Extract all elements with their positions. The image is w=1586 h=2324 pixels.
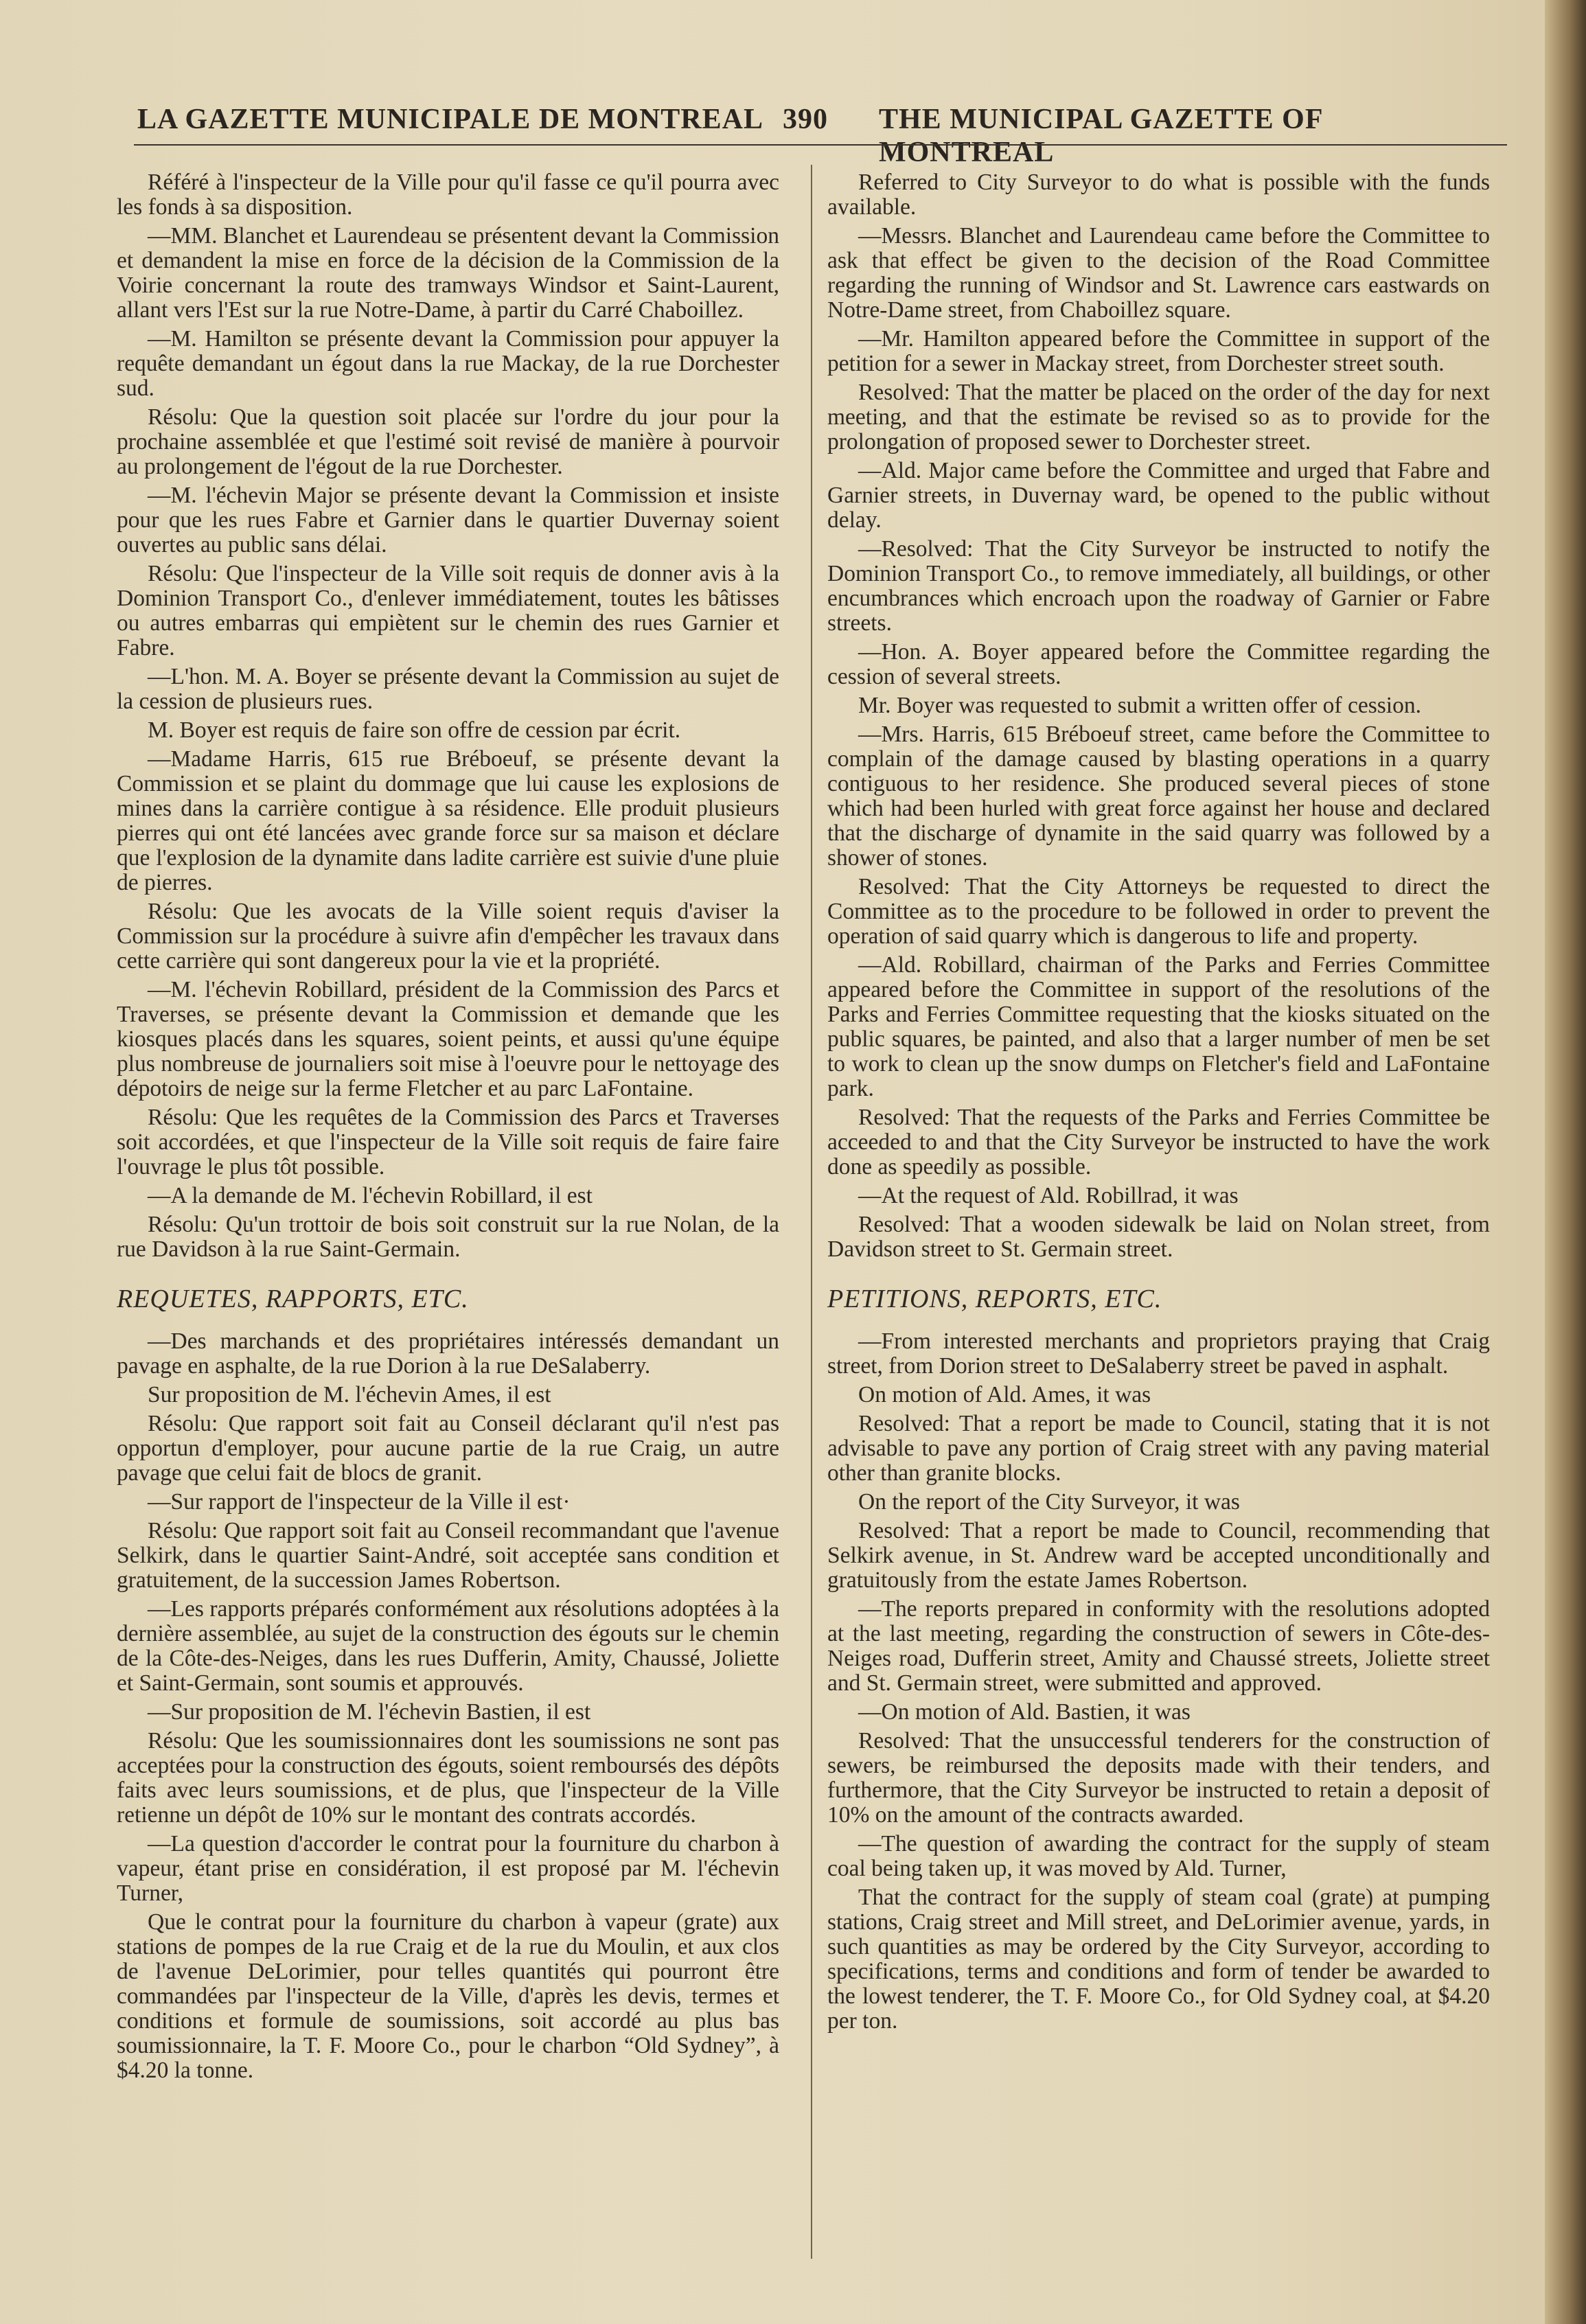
paragraph: —On motion of Ald. Bastien, it was [858, 1699, 1191, 1725]
header-french-title: LA GAZETTE MUNICIPALE DE MONTREAL [137, 104, 764, 135]
paragraph: That the contract for the supply of steam coal (grate) at pumping stations, Craig street and Mill street, and DeLorimier avenue, yards, in such quantities as may be ordered by the City Surveyor, according to specifications, terms and conditions and form of tender be awarded to the lowest tenderer, the T. F. Moore Co., for Old Sydney coal, at $4.20 per ton. [827, 1885, 1490, 2034]
page-edge-shadow [1545, 0, 1586, 2324]
header-english-title: THE MUNICIPAL GAZETTE OF MONTREAL [879, 104, 1322, 168]
paragraph: Que le contrat pour la fourniture du charbon à vapeur (grate) aux stations de pompes de la rue Craig et de la rue du Moulin, et aux clos de l'avenue DeLorimier, pour telles quantités qui pourront être commandées par l'inspecteur de la Ville, d'après les devis, termes et conditions et formule de soumissions, soit accordé au plus bas soumissionnaire, la T. F. Moore Co., pour le charbon “Old Sydney”, à $4.20 la tonne. [117, 1909, 779, 2083]
paragraph: Résolu: Que l'inspecteur de la Ville soit requis de donner avis à la Dominion Transport Co., d'enlever immédiatement, toutes les bâtisses ou autres embarras qui empiètent sur le chemin des rues Garnier et Fabre. [117, 561, 779, 660]
paragraph: —La question d'accorder le contrat pour la fourniture du charbon à vapeur, étant prise en considération, il est proposé par M. l'échevin Turner, [117, 1831, 779, 1906]
paragraph: Résolu: Que rapport soit fait au Conseil recommandant que l'avenue Selkirk, dans le quartier Saint-André, soit acceptée sans condition et gratuitement, de la succession James Robertson. [117, 1518, 779, 1593]
paragraph: —Resolved: That the City Surveyor be instructed to notify the Dominion Transport Co., to remove immediately, all buildings, or other encumbrances which encroach upon the roadway of Garnier or Fabre streets. [827, 536, 1490, 636]
paragraph: —M. Hamilton se présente devant la Commission pour appuyer la requête demandant un égout dans la rue Mackay, de la rue Dorchester sud. [117, 326, 779, 401]
paragraph: —Sur rapport de l'inspecteur de la Ville il est· [148, 1489, 571, 1515]
paragraph: Sur proposition de M. l'échevin Ames, il est [148, 1382, 551, 1407]
paragraph: Résolu: Que la question soit placée sur l'ordre du jour pour la prochaine assemblée et que l'estimé soit revisé de manière à pourvoir au prolongement de l'égout de la rue Dorchester. [117, 404, 779, 479]
page-header [137, 103, 1504, 168]
paragraph: On the report of the City Surveyor, it was [858, 1489, 1240, 1515]
paragraph: Résolu: Qu'un trottoir de bois soit construit sur la rue Nolan, de la rue Davidson à la rue Saint-Germain. [117, 1212, 779, 1262]
paragraph: —M. l'échevin Robillard, président de la Commission des Parcs et Traverses, se présente devant la Commission et demande que les kiosques placés dans les squares, soient peints, et aussi qu'une équipe plus nombreuse de journaliers soit mise à l'oeuvre pour le nettoyage des dépotoirs de neige sur la ferme Fletcher et au parc LaFontaine. [117, 977, 779, 1101]
paragraph: —Hon. A. Boyer appeared before the Committee regarding the cession of several streets. [827, 639, 1490, 689]
paragraph: Resolved: That the matter be placed on the order of the day for next meeting, and that the estimate be revised so as to provide for the prolongation of proposed sewer to Dorchester street. [827, 380, 1490, 455]
paragraph: —Sur proposition de M. l'échevin Bastien, il est [148, 1699, 591, 1725]
paragraph: Resolved: That the City Attorneys be requested to direct the Committee as to the procedure to be followed in order to prevent the operation of said quarry which is dangerous to life and property. [827, 874, 1490, 949]
paragraph: Référé à l'inspecteur de la Ville pour qu'il fasse ce qu'il pourra avec les fonds à sa disposition. [117, 170, 779, 220]
paragraph: —Mr. Hamilton appeared before the Committee in support of the petition for a sewer in Mackay street, from Dorchester street south. [827, 326, 1490, 376]
paragraph: —Mrs. Harris, 615 Bréboeuf street, came before the Committee to complain of the damage caused by blasting operations in a quarry contiguous to her residence. She produced several pieces of stone which had been hurled with great force against her house and declared that the discharge of dynamite in the said quarry was followed by a shower of stones. [827, 722, 1490, 871]
paragraph: —The reports prepared in conformity with the resolutions adopted at the last meeting, regarding the construction of sewers in Côte-des-Neiges road, Dufferin street, Amity and Chaussé streets, Joliette street and St. Germain street, were submitted and approved. [827, 1596, 1490, 1696]
paragraph: Resolved: That a wooden sidewalk be laid on Nolan street, from Davidson street to St. Germain street. [827, 1212, 1490, 1262]
header-rule [134, 144, 1507, 146]
paragraph: Résolu: Que les requêtes de la Commission des Parcs et Traverses soit accordées, et que l'inspecteur de la Ville soit requis de faire faire l'ouvrage le plus tôt possible. [117, 1105, 779, 1180]
paragraph: —A la demande de M. l'échevin Robillard, il est [148, 1183, 593, 1208]
paragraph: Resolved: That a report be made to Council, recommending that Selkirk avenue, in St. Andrew ward be accepted unconditionally and gratuitously from the estate James Robertson. [827, 1518, 1490, 1593]
page-number: 390 [783, 104, 828, 135]
paragraph: Résolu: Que les soumissionnaires dont les soumissions ne sont pas acceptées pour la construction des égouts, soient remboursés des dépôts faits avec leurs soumissions, et de plus, que l'inspecteur de la Ville retienne un dépôt de 10% sur le montant des contrats accordés. [117, 1728, 779, 1828]
paragraph: —M. l'échevin Major se présente devant la Commission et insiste pour que les rues Fabre et Garnier dans le quartier Duvernay soient ouvertes au public sans délai. [117, 483, 779, 557]
paragraph: Resolved: That the requests of the Parks and Ferries Committee be acceeded to and that the City Surveyor be instructed to have the work done as speedily as possible. [827, 1105, 1490, 1180]
paragraph: —From interested merchants and proprietors praying that Craig street, from Dorion street to DeSalaberry street be paved in asphalt. [827, 1328, 1490, 1379]
section-heading-english: PETITIONS, REPORTS, ETC. [827, 1285, 1162, 1313]
section-heading-french: REQUETES, RAPPORTS, ETC. [117, 1285, 469, 1313]
column-divider [811, 165, 812, 2259]
paragraph: —Les rapports préparés conformément aux résolutions adoptées à la dernière assemblée, au sujet de la construction des égouts sur le chemin de la Côte-des-Neiges, dans les rues Dufferin, Amity, Chaussé, Joliette et Saint-Germain, sont soumis et approuvés. [117, 1596, 779, 1696]
paragraph: —Ald. Major came before the Committee and urged that Fabre and Garnier streets, in Duvernay ward, be opened to the public without delay. [827, 458, 1490, 533]
french-column [117, 170, 779, 2087]
paragraph: Résolu: Que les avocats de la Ville soient requis d'aviser la Commission sur la procédure à suivre afin d'empêcher les travaux dans cette carrière qui sont dangereux pour la vie et la propriété. [117, 899, 779, 974]
paragraph: —At the request of Ald. Robillrad, it was [858, 1183, 1239, 1208]
paragraph: —Madame Harris, 615 rue Bréboeuf, se présente devant la Commission et se plaint du dommage que lui cause les explosions de mines dans la carrière contigue à sa résidence. Elle produit plusieurs pierres qui ont été lancées avec grande force sur sa maison et déclare que l'explosion de la dynamite dans ladite carrière est suivie d'une pluie de pierres. [117, 746, 779, 895]
paragraph: —Messrs. Blanchet and Laurendeau came before the Committee to ask that effect be given to the decision of the Road Committee regarding the running of Windsor and St. Lawrence cars eastwards on Notre-Dame street, from Chaboillez square. [827, 223, 1490, 323]
english-column [827, 170, 1490, 2038]
paragraph: —Ald. Robillard, chairman of the Parks and Ferries Committee appeared before the Committee in support of the resolutions of the Parks and Ferries Committee requesting that the kiosks situated on the public squares, be painted, and also that a larger number of men be set to work to clean up the snow dumps on Fletcher's field and LaFontaine park. [827, 952, 1490, 1101]
paragraph: —The question of awarding the contract for the supply of steam coal being taken up, it was moved by Ald. Turner, [827, 1831, 1490, 1881]
paragraph: —MM. Blanchet et Laurendeau se présentent devant la Commission et demandent la mise en force de la décision de la Commission de la Voirie concernant la route des tramways Windsor et Saint-Laurent, allant vers l'Est sur la rue Notre-Dame, à partir du Carré Chaboillez. [117, 223, 779, 323]
paragraph: Mr. Boyer was requested to submit a written offer of cession. [858, 693, 1421, 718]
paragraph: Résolu: Que rapport soit fait au Conseil déclarant qu'il n'est pas opportun d'employer, pour aucune partie de la rue Craig, un autre pavage que celui fait de blocs de granit. [117, 1411, 779, 1486]
paragraph: —L'hon. M. A. Boyer se présente devant la Commission au sujet de la cession de plusieurs rues. [117, 664, 779, 714]
paragraph: On motion of Ald. Ames, it was [858, 1382, 1151, 1407]
paragraph: Resolved: That a report be made to Council, stating that it is not advisable to pave any portion of Craig street with any paving material other than granite blocks. [827, 1411, 1490, 1486]
paragraph: Referred to City Surveyor to do what is possible with the funds available. [827, 170, 1490, 220]
paragraph: —Des marchands et des propriétaires intéressés demandant un pavage en asphalte, de la rue Dorion à la rue DeSalaberry. [117, 1328, 779, 1379]
paragraph: M. Boyer est requis de faire son offre de cession par écrit. [148, 717, 681, 743]
paragraph: Resolved: That the unsuccessful tenderers for the construction of sewers, be reimbursed the deposits made with their tenders, and furthermore, that the City Surveyor be instructed to retain a deposit of 10% on the amount of the contracts awarded. [827, 1728, 1490, 1828]
